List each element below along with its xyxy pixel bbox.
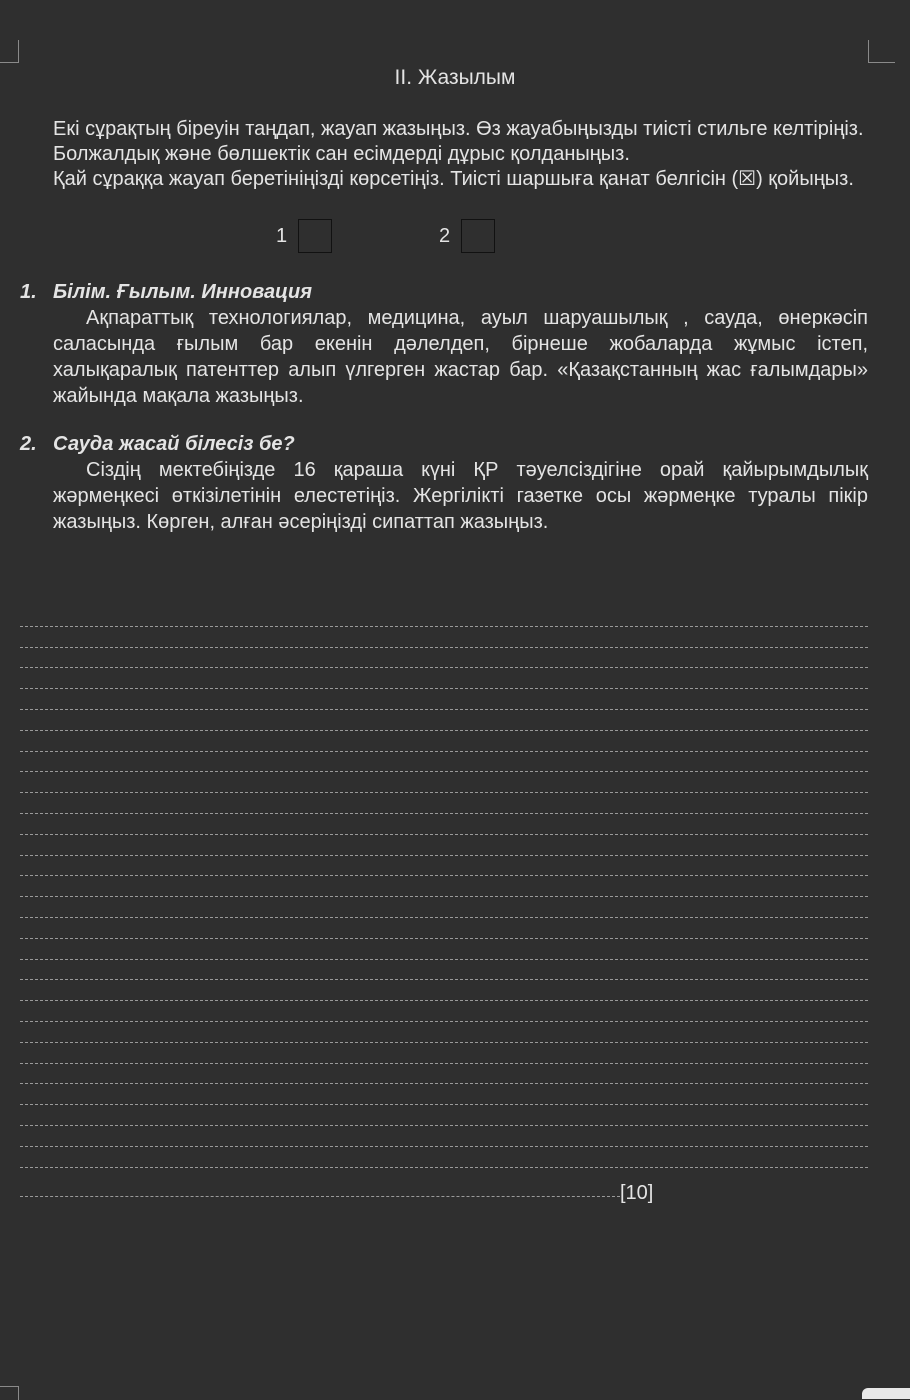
answer-line[interactable]: [20, 606, 868, 627]
answer-line[interactable]: [20, 1043, 868, 1064]
instruction-line: Екі сұрақтың біреуін таңдап, жауап жазыңыз. Өз жауабыңызды тиісті стильге келтіріңіз. Болжалдық және бөлшектік сан есімдерді дұрыс қолданыңыз.: [53, 118, 864, 165]
crop-mark-top-right: [868, 40, 895, 63]
question-body: Сіздің мектебіңізде 16 қараша күні ҚР тәуелсіздігіне орай қайырымдылық жәрмеңкесі өткізілетінін елестетіңіз. Жергілікті газетке осы жәрмеңке туралы пікір жазыңыз. Көрген, алған әсеріңізді сипаттап жазыңыз.: [53, 459, 868, 533]
question-heading: [20, 279, 868, 305]
answer-line[interactable]: [20, 918, 868, 939]
answer-line[interactable]: [20, 960, 868, 981]
answer-line[interactable]: [20, 752, 868, 773]
question-body: Ақпараттық технологиялар, медицина, ауыл шаруашылық , сауда, өнеркәсіп саласында ғылым бар екенін дәлелдеп, бірнеше жобаларда жұмыс істеп, халықаралық патенттер алып үлгерген жастар бар. «Қазақстанның жас ғалымдары» жайында мақала жазыңыз.: [53, 307, 868, 407]
question-2: [20, 431, 868, 535]
answer-line[interactable]: [20, 731, 868, 752]
crop-mark-bottom-left: [0, 1386, 19, 1400]
choice-checkbox-2[interactable]: [461, 219, 495, 253]
answer-line-last[interactable]: [20, 1180, 620, 1197]
instructions: [53, 117, 868, 192]
answer-line[interactable]: [20, 1147, 868, 1168]
marks-label: [10]: [620, 1182, 654, 1204]
answer-line[interactable]: [20, 856, 868, 877]
answer-line[interactable]: [20, 1126, 868, 1147]
question-number: 1.: [20, 281, 37, 303]
answer-lines[interactable]: [20, 606, 868, 1168]
answer-line[interactable]: [20, 814, 868, 835]
answer-line[interactable]: [20, 710, 868, 731]
answer-line[interactable]: [20, 772, 868, 793]
answer-line[interactable]: [20, 1001, 868, 1022]
instruction-line: Қай сұраққа жауап беретініңізді көрсетіңіз. Тиісті шаршыға қанат белгісін (☒) қойыңыз.: [53, 168, 854, 190]
choice-label: 2: [439, 225, 451, 247]
answer-line[interactable]: [20, 1022, 868, 1043]
choice-checkbox-1[interactable]: [298, 219, 332, 253]
crop-mark-top-left: [0, 40, 19, 63]
question-title: Білім. Ғылым. Инновация: [53, 281, 313, 303]
answer-line[interactable]: [20, 668, 868, 689]
answer-line[interactable]: [20, 1084, 868, 1105]
question-1: [20, 279, 868, 409]
choice-label: 1: [276, 225, 288, 247]
question-number: 2.: [20, 433, 37, 455]
answer-line[interactable]: [20, 897, 868, 918]
answer-line[interactable]: [20, 1064, 868, 1085]
section-title: II. Жазылым: [394, 66, 516, 89]
answer-line[interactable]: [20, 648, 868, 669]
answer-line[interactable]: [20, 876, 868, 897]
answer-line[interactable]: [20, 939, 868, 960]
scroll-handle[interactable]: [862, 1388, 910, 1399]
answer-line[interactable]: [20, 793, 868, 814]
answer-line[interactable]: [20, 980, 868, 1001]
answer-line[interactable]: [20, 689, 868, 710]
question-title: Сауда жасай білесіз бе?: [53, 433, 295, 455]
answer-line[interactable]: [20, 835, 868, 856]
answer-line[interactable]: [20, 627, 868, 648]
question-heading: [20, 431, 868, 457]
answer-line[interactable]: [20, 1105, 868, 1126]
